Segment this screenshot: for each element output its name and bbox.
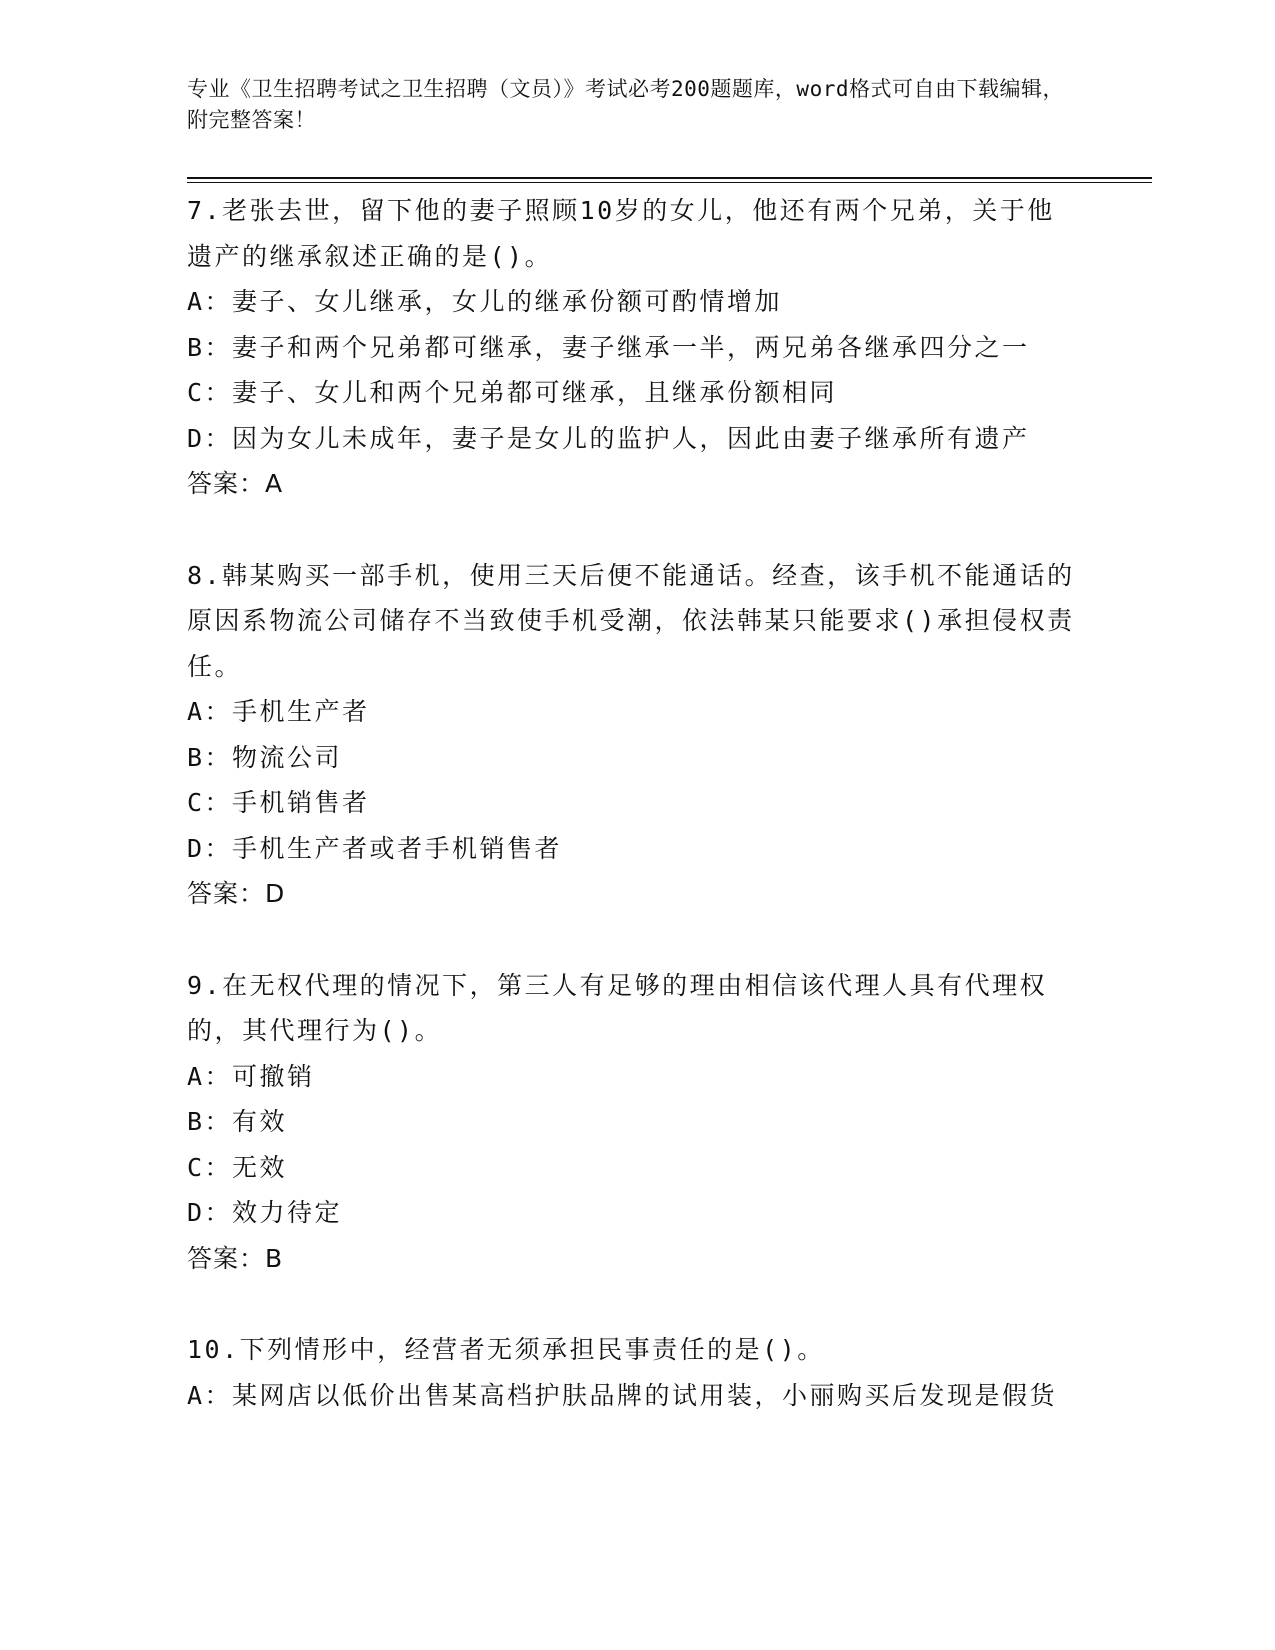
answer-label: 答案：A [187, 469, 284, 498]
option-a: A：可撤销 [187, 1061, 315, 1091]
question-stem: 9.在无权代理的情况下，第三人有足够的理由相信该代理人具有代理权的，其代理行为()。 [187, 970, 1048, 1045]
answer-label: 答案：D [187, 879, 286, 908]
question-10 [187, 1327, 1082, 1418]
option-c: C：无效 [187, 1152, 288, 1182]
answer-label: 答案：B [187, 1243, 284, 1273]
question-stem: 7.老张去世，留下他的妻子照顾10岁的女儿，他还有两个兄弟，关于他遗产的继承叙述正确的是()。 [187, 196, 1055, 271]
document-header: 专业《卫生招聘考试之卫生招聘（文员）》考试必考200题题库，word格式可自由下载编辑，附完整答案！ [187, 77, 1064, 132]
question-8 [187, 553, 1082, 917]
option-c: C：妻子、女儿和两个兄弟都可继承，且继承份额相同 [187, 378, 838, 407]
option-c: C：手机销售者 [187, 788, 370, 817]
option-d: D：手机生产者或者手机销售者 [187, 833, 563, 863]
option-d: D：效力待定 [187, 1198, 343, 1227]
question-stem: 10.下列情形中，经营者无须承担民事责任的是()。 [187, 1335, 825, 1364]
option-d: D：因为女儿未成年，妻子是女儿的监护人，因此由妻子继承所有遗产 [187, 423, 1030, 453]
option-a: A：妻子、女儿继承，女儿的继承份额可酌情增加 [187, 287, 783, 316]
option-a: A：手机生产者 [187, 697, 370, 726]
option-b: B：有效 [187, 1107, 288, 1136]
header-rule-thick [187, 177, 1152, 179]
header-rule-thin [187, 182, 1152, 183]
option-a: A：某网店以低价出售某高档护肤品牌的试用装，小丽购买后发现是假货 [187, 1380, 1058, 1410]
question-list [187, 188, 1082, 1464]
question-stem: 8.韩某购买一部手机，使用三天后便不能通话。经查，该手机不能通话的原因系物流公司储存不当致使手机受潮，依法韩某只能要求()承担侵权责任。 [187, 560, 1075, 681]
option-b: B：妻子和两个兄弟都可继承，妻子继承一半，两兄弟各继承四分之一 [187, 332, 1030, 362]
question-7 [187, 188, 1082, 507]
option-b: B：物流公司 [187, 742, 343, 772]
question-9 [187, 963, 1082, 1282]
